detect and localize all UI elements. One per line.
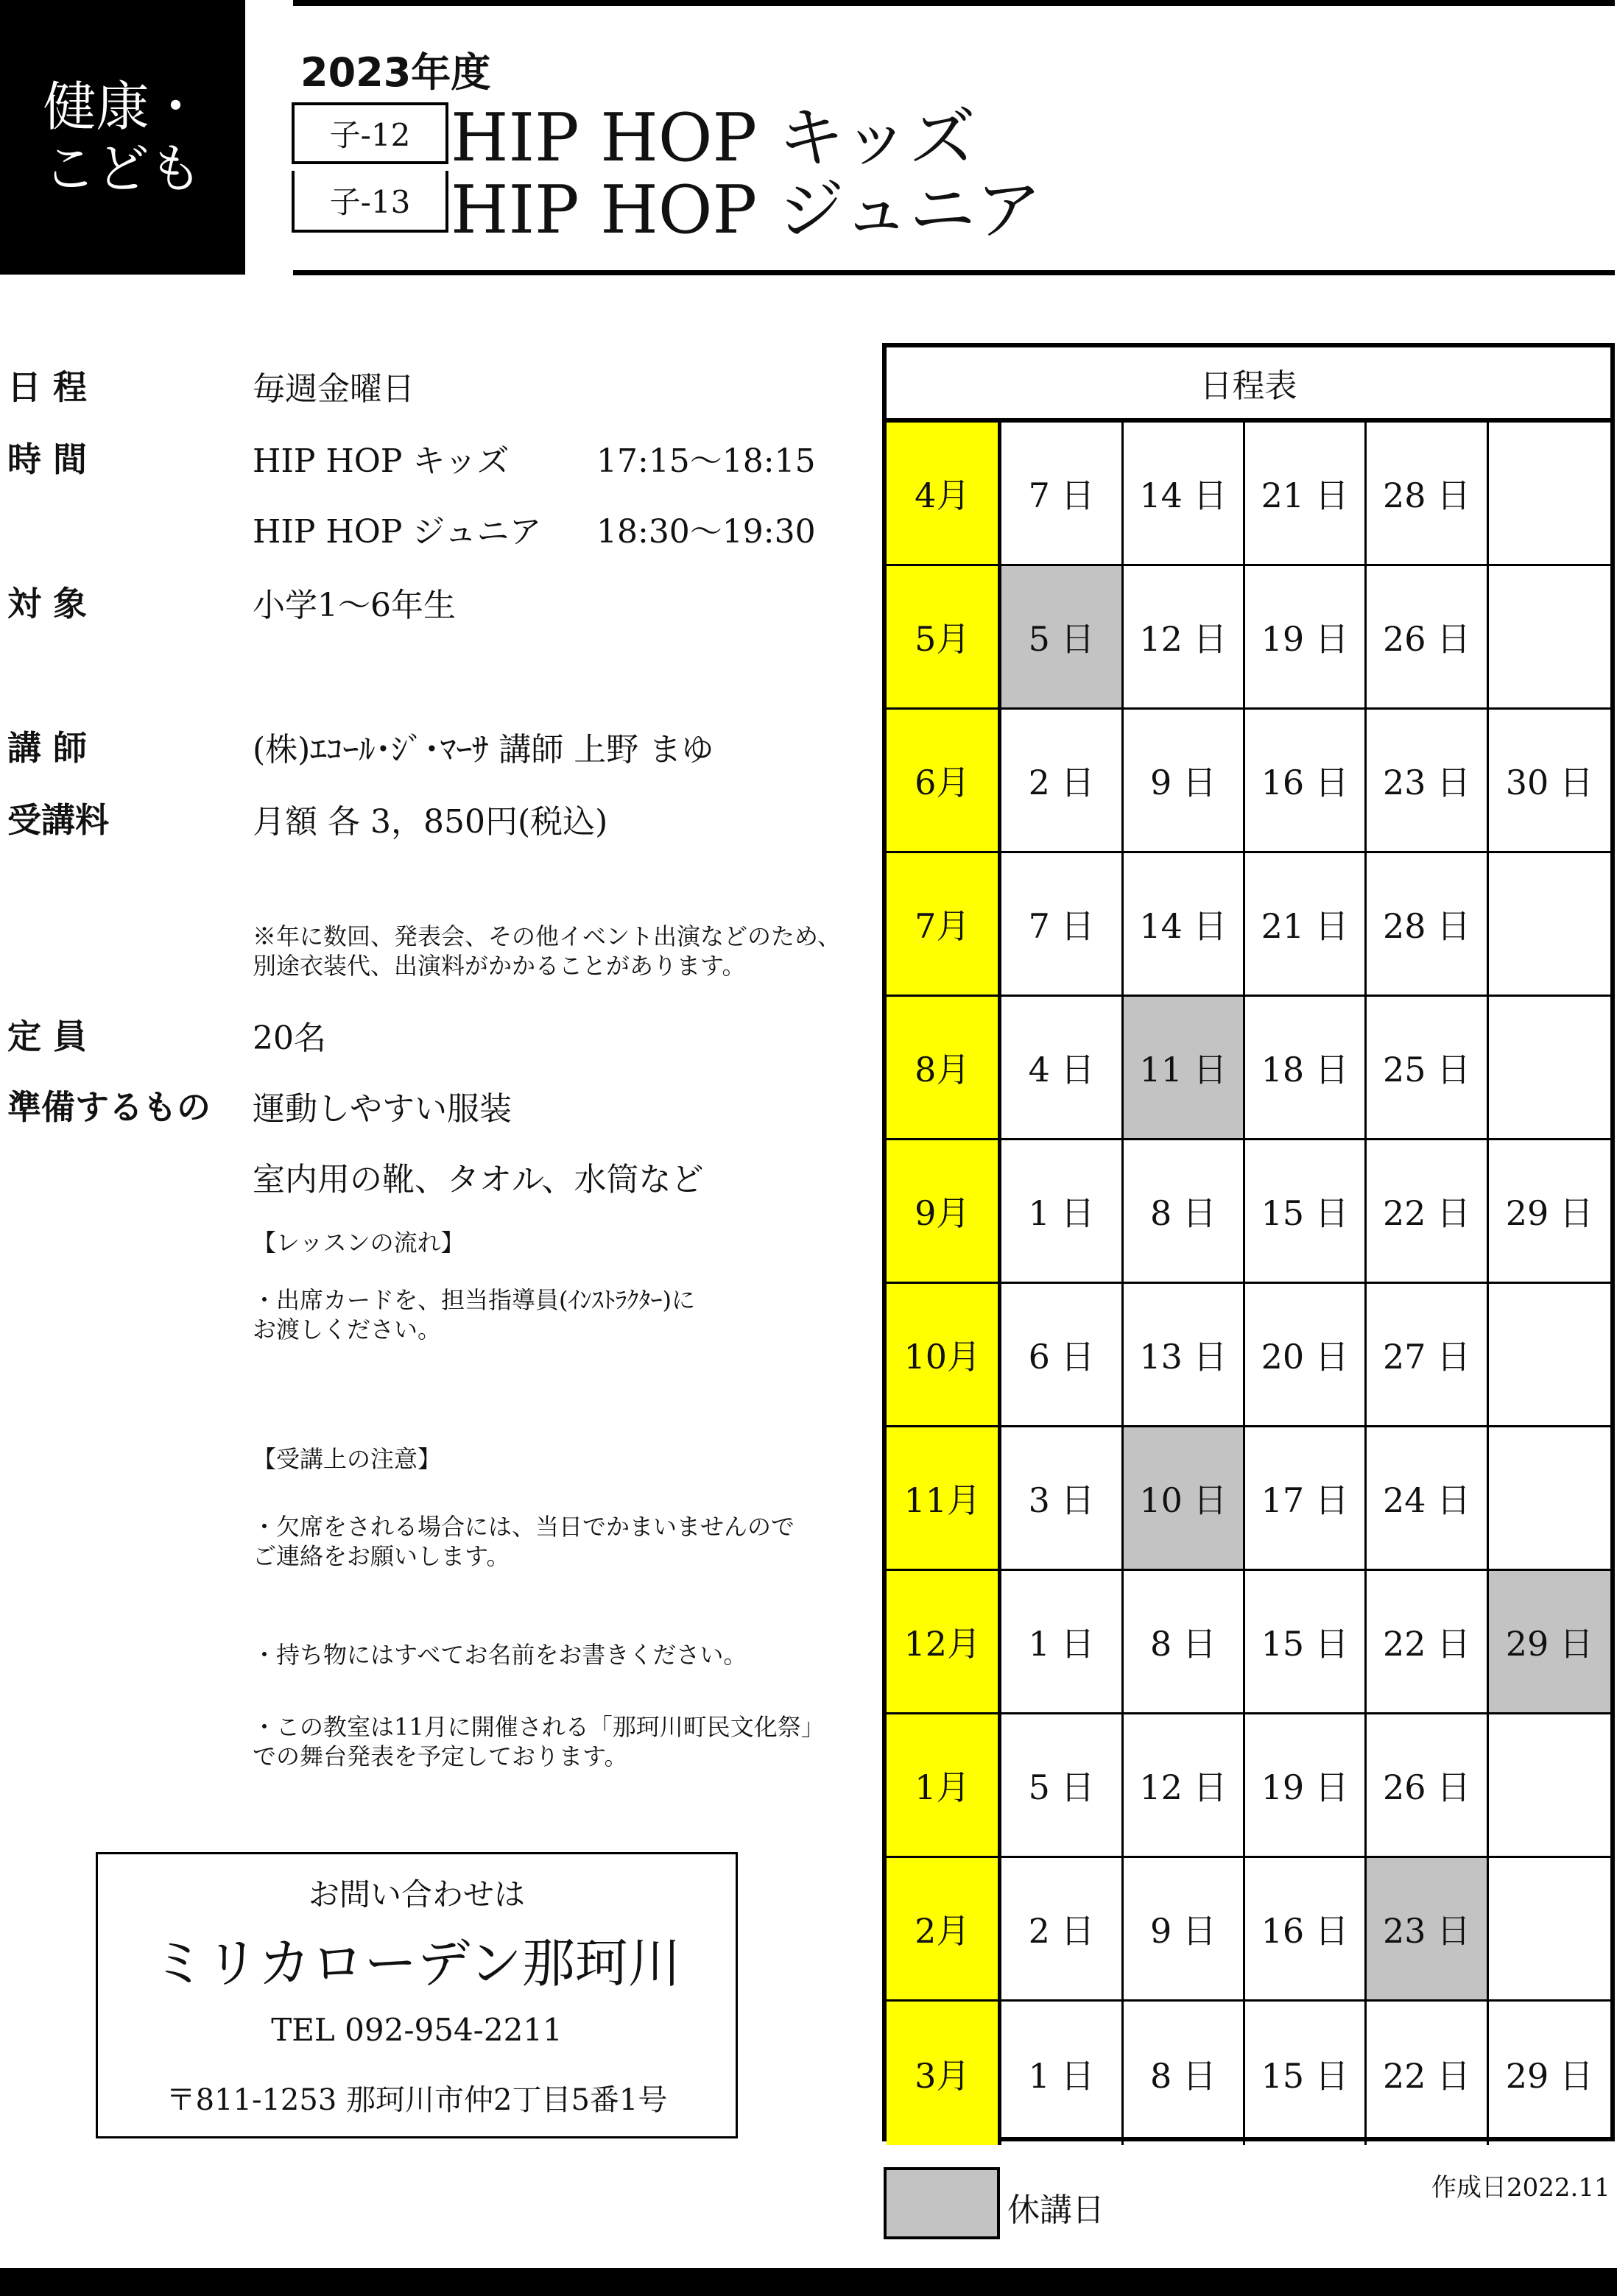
day-cell: 6 日	[1001, 1284, 1123, 1425]
schedule-row	[887, 2002, 1610, 2145]
time-kids-value: 17:15～18:15	[596, 442, 816, 480]
footer-bar	[0, 2268, 1617, 2296]
instructor-label: 講 師	[7, 728, 88, 768]
day-cell: 7 日	[1001, 853, 1123, 995]
notes-title: 【受講上の注意】	[253, 1445, 442, 1473]
day-cell: 25 日	[1367, 997, 1488, 1138]
day-cell: 22 日	[1367, 1140, 1488, 1282]
month-cell: 10月	[887, 1284, 1001, 1425]
fee-label: 受講料	[7, 800, 109, 840]
day-cell: 28 日	[1367, 423, 1488, 564]
day-cell: 12 日	[1124, 1714, 1245, 1856]
day-cell: 1 日	[1001, 1140, 1123, 1282]
category-badge	[0, 0, 245, 275]
schedule-table	[882, 343, 1615, 2141]
course-title-1: HIP HOP キッズ	[451, 99, 976, 177]
legend-swatch	[884, 2167, 1000, 2239]
instructor-value: (株)ｴｺｰﾙ･ｼﾞ･ﾏｰｻ 講師 上野 まゆ	[253, 731, 714, 769]
day-cell: 26 日	[1367, 566, 1488, 707]
schedule-row	[887, 1571, 1610, 1714]
month-cell: 12月	[887, 1571, 1001, 1712]
day-cell: 13 日	[1124, 1284, 1245, 1425]
month-cell: 3月	[887, 2002, 1001, 2145]
day-cell: 24 日	[1367, 1427, 1488, 1569]
day-cell: 2 日	[1001, 710, 1123, 851]
day-cell: 15 日	[1245, 2002, 1367, 2145]
items-value-1: 運動しやすい服装	[253, 1090, 512, 1128]
fee-note: ※年に数回、発表会、その他イベント出演などのため、 別途衣装代、出演料がかかることがあります。	[253, 922, 841, 980]
schedule-row	[887, 1284, 1610, 1427]
day-cell: 14 日	[1124, 423, 1245, 564]
capacity-label: 定 員	[7, 1017, 88, 1056]
schedule-row	[887, 997, 1610, 1140]
day-cell: 27 日	[1367, 1284, 1488, 1425]
day-cell	[1489, 566, 1610, 707]
month-cell: 6月	[887, 710, 1001, 851]
schedule-row	[887, 1858, 1610, 2002]
schedule-row	[887, 566, 1610, 710]
day-cell: 22 日	[1367, 1571, 1488, 1712]
day-cell	[1489, 1427, 1610, 1569]
day-cell: 16 日	[1245, 1858, 1367, 1999]
header-top-rule	[293, 0, 1615, 6]
items-label: 準備するもの	[7, 1087, 211, 1127]
flow-title: 【レッスンの流れ】	[253, 1229, 465, 1257]
contact-address: 〒811-1253 那珂川市仲2丁目5番1号	[166, 2083, 668, 2117]
schedule-row	[887, 423, 1610, 566]
day-cell: 14 日	[1124, 853, 1245, 995]
time-kids-name: HIP HOP キッズ	[253, 442, 510, 480]
legend-label: 休講日	[1007, 2191, 1105, 2229]
day-cell: 1 日	[1001, 2002, 1123, 2145]
day-cell: 23 日	[1367, 710, 1488, 851]
schedule-title: 日程表	[887, 347, 1610, 423]
day-cell: 29 日	[1505, 2055, 1593, 2096]
day-cell: 8 日	[1124, 2002, 1245, 2145]
course-code-2: 子-13	[292, 171, 448, 233]
header-bottom-rule	[293, 270, 1615, 275]
schedule-value: 毎週金曜日	[253, 370, 415, 408]
day-cell: 26 日	[1367, 1714, 1488, 1856]
course-title-2: HIP HOP ジュニア	[451, 172, 1042, 249]
fiscal-year: 2023年度	[300, 49, 491, 96]
day-cell: 29 日	[1505, 1193, 1593, 1233]
category-label: 健康・ こども	[43, 75, 202, 199]
schedule-row	[887, 853, 1610, 997]
day-cell	[1489, 1284, 1610, 1425]
day-cell: 3 日	[1001, 1427, 1123, 1569]
day-cell: 21 日	[1245, 853, 1367, 995]
month-cell: 7月	[887, 853, 1001, 995]
day-cell: 18 日	[1245, 997, 1367, 1138]
fee-value: 月額 各 3，850円(税込)	[253, 803, 608, 841]
month-cell: 11月	[887, 1427, 1001, 1569]
schedule-row	[887, 1140, 1610, 1284]
time-junior-name: HIP HOP ジュニア	[253, 513, 542, 551]
day-cell: 20 日	[1245, 1284, 1367, 1425]
day-cell	[1489, 997, 1610, 1138]
schedule-row	[887, 1427, 1610, 1571]
day-cell: 8 日	[1124, 1571, 1245, 1712]
day-cell: 28 日	[1367, 853, 1488, 995]
note-1: ・欠席をされる場合には、当日でかまいませんので ご連絡をお願いします。	[253, 1513, 795, 1570]
day-cell: 15 日	[1245, 1140, 1367, 1282]
contact-name: ミリカローデン那珂川	[152, 1932, 681, 1994]
month-cell: 4月	[887, 423, 1001, 564]
day-cell: 9 日	[1124, 1858, 1245, 1999]
month-cell: 5月	[887, 566, 1001, 707]
note-3: ・この教室は11月に開催される「那珂川町民文化祭」 での舞台発表を予定しております。	[253, 1713, 825, 1770]
schedule-row	[887, 1714, 1610, 1858]
schedule-row	[887, 710, 1610, 853]
day-cell-cancelled: 5 日	[1001, 566, 1123, 707]
capacity-value: 20名	[253, 1020, 326, 1057]
note-2: ・持ち物にはすべてお名前をお書きください。	[253, 1641, 747, 1669]
day-cell	[1489, 853, 1610, 995]
day-cell: 7 日	[1001, 423, 1123, 564]
day-cell-cancelled: 23 日	[1367, 1858, 1488, 1999]
month-cell: 1月	[887, 1714, 1001, 1856]
target-value: 小学1～6年生	[253, 587, 456, 624]
flow-text: ・出席カードを、担当指導員(ｲﾝｽﾄﾗｸﾀｰ)に お渡しください。	[253, 1286, 695, 1343]
contact-tel: TEL 092-954-2211	[271, 2012, 563, 2048]
day-cell	[1489, 1714, 1610, 1856]
target-label: 対 象	[7, 584, 88, 624]
day-cell: 22 日	[1367, 2002, 1488, 2145]
day-cell: 15 日	[1245, 1571, 1367, 1712]
items-value-2: 室内用の靴、タオル、水筒など	[253, 1161, 704, 1198]
day-cell: 5 日	[1001, 1714, 1123, 1856]
day-cell-cancelled: 29 日	[1489, 1571, 1610, 1712]
day-cell: 17 日	[1245, 1427, 1367, 1569]
day-cell	[1489, 1858, 1610, 1999]
created-date: 作成日2022.11	[1431, 2173, 1610, 2203]
day-cell: 19 日	[1245, 1714, 1367, 1856]
day-cell: 8 日	[1124, 1140, 1245, 1282]
day-cell: 19 日	[1245, 566, 1367, 707]
day-cell: 2 日	[1001, 1858, 1123, 1999]
time-label: 時 間	[7, 439, 88, 479]
day-cell: 21 日	[1245, 423, 1367, 564]
course-code-1: 子-12	[292, 102, 448, 164]
contact-lead: お問い合わせは	[308, 1876, 525, 1912]
month-cell: 8月	[887, 997, 1001, 1138]
day-cell: 12 日	[1124, 566, 1245, 707]
day-cell	[1489, 423, 1610, 564]
month-cell: 2月	[887, 1858, 1001, 1999]
day-cell: 1 日	[1001, 1571, 1123, 1712]
day-cell: 16 日	[1245, 710, 1367, 851]
day-cell-cancelled: 10 日	[1124, 1427, 1245, 1569]
day-cell: 30 日	[1505, 763, 1593, 802]
day-cell: 9 日	[1124, 710, 1245, 851]
contact-box	[96, 1852, 738, 2138]
time-junior-value: 18:30～19:30	[596, 513, 816, 551]
day-cell: 4 日	[1001, 997, 1123, 1138]
day-cell-cancelled: 11 日	[1124, 997, 1245, 1138]
schedule-label: 日 程	[7, 367, 88, 407]
month-cell: 9月	[887, 1140, 1001, 1282]
